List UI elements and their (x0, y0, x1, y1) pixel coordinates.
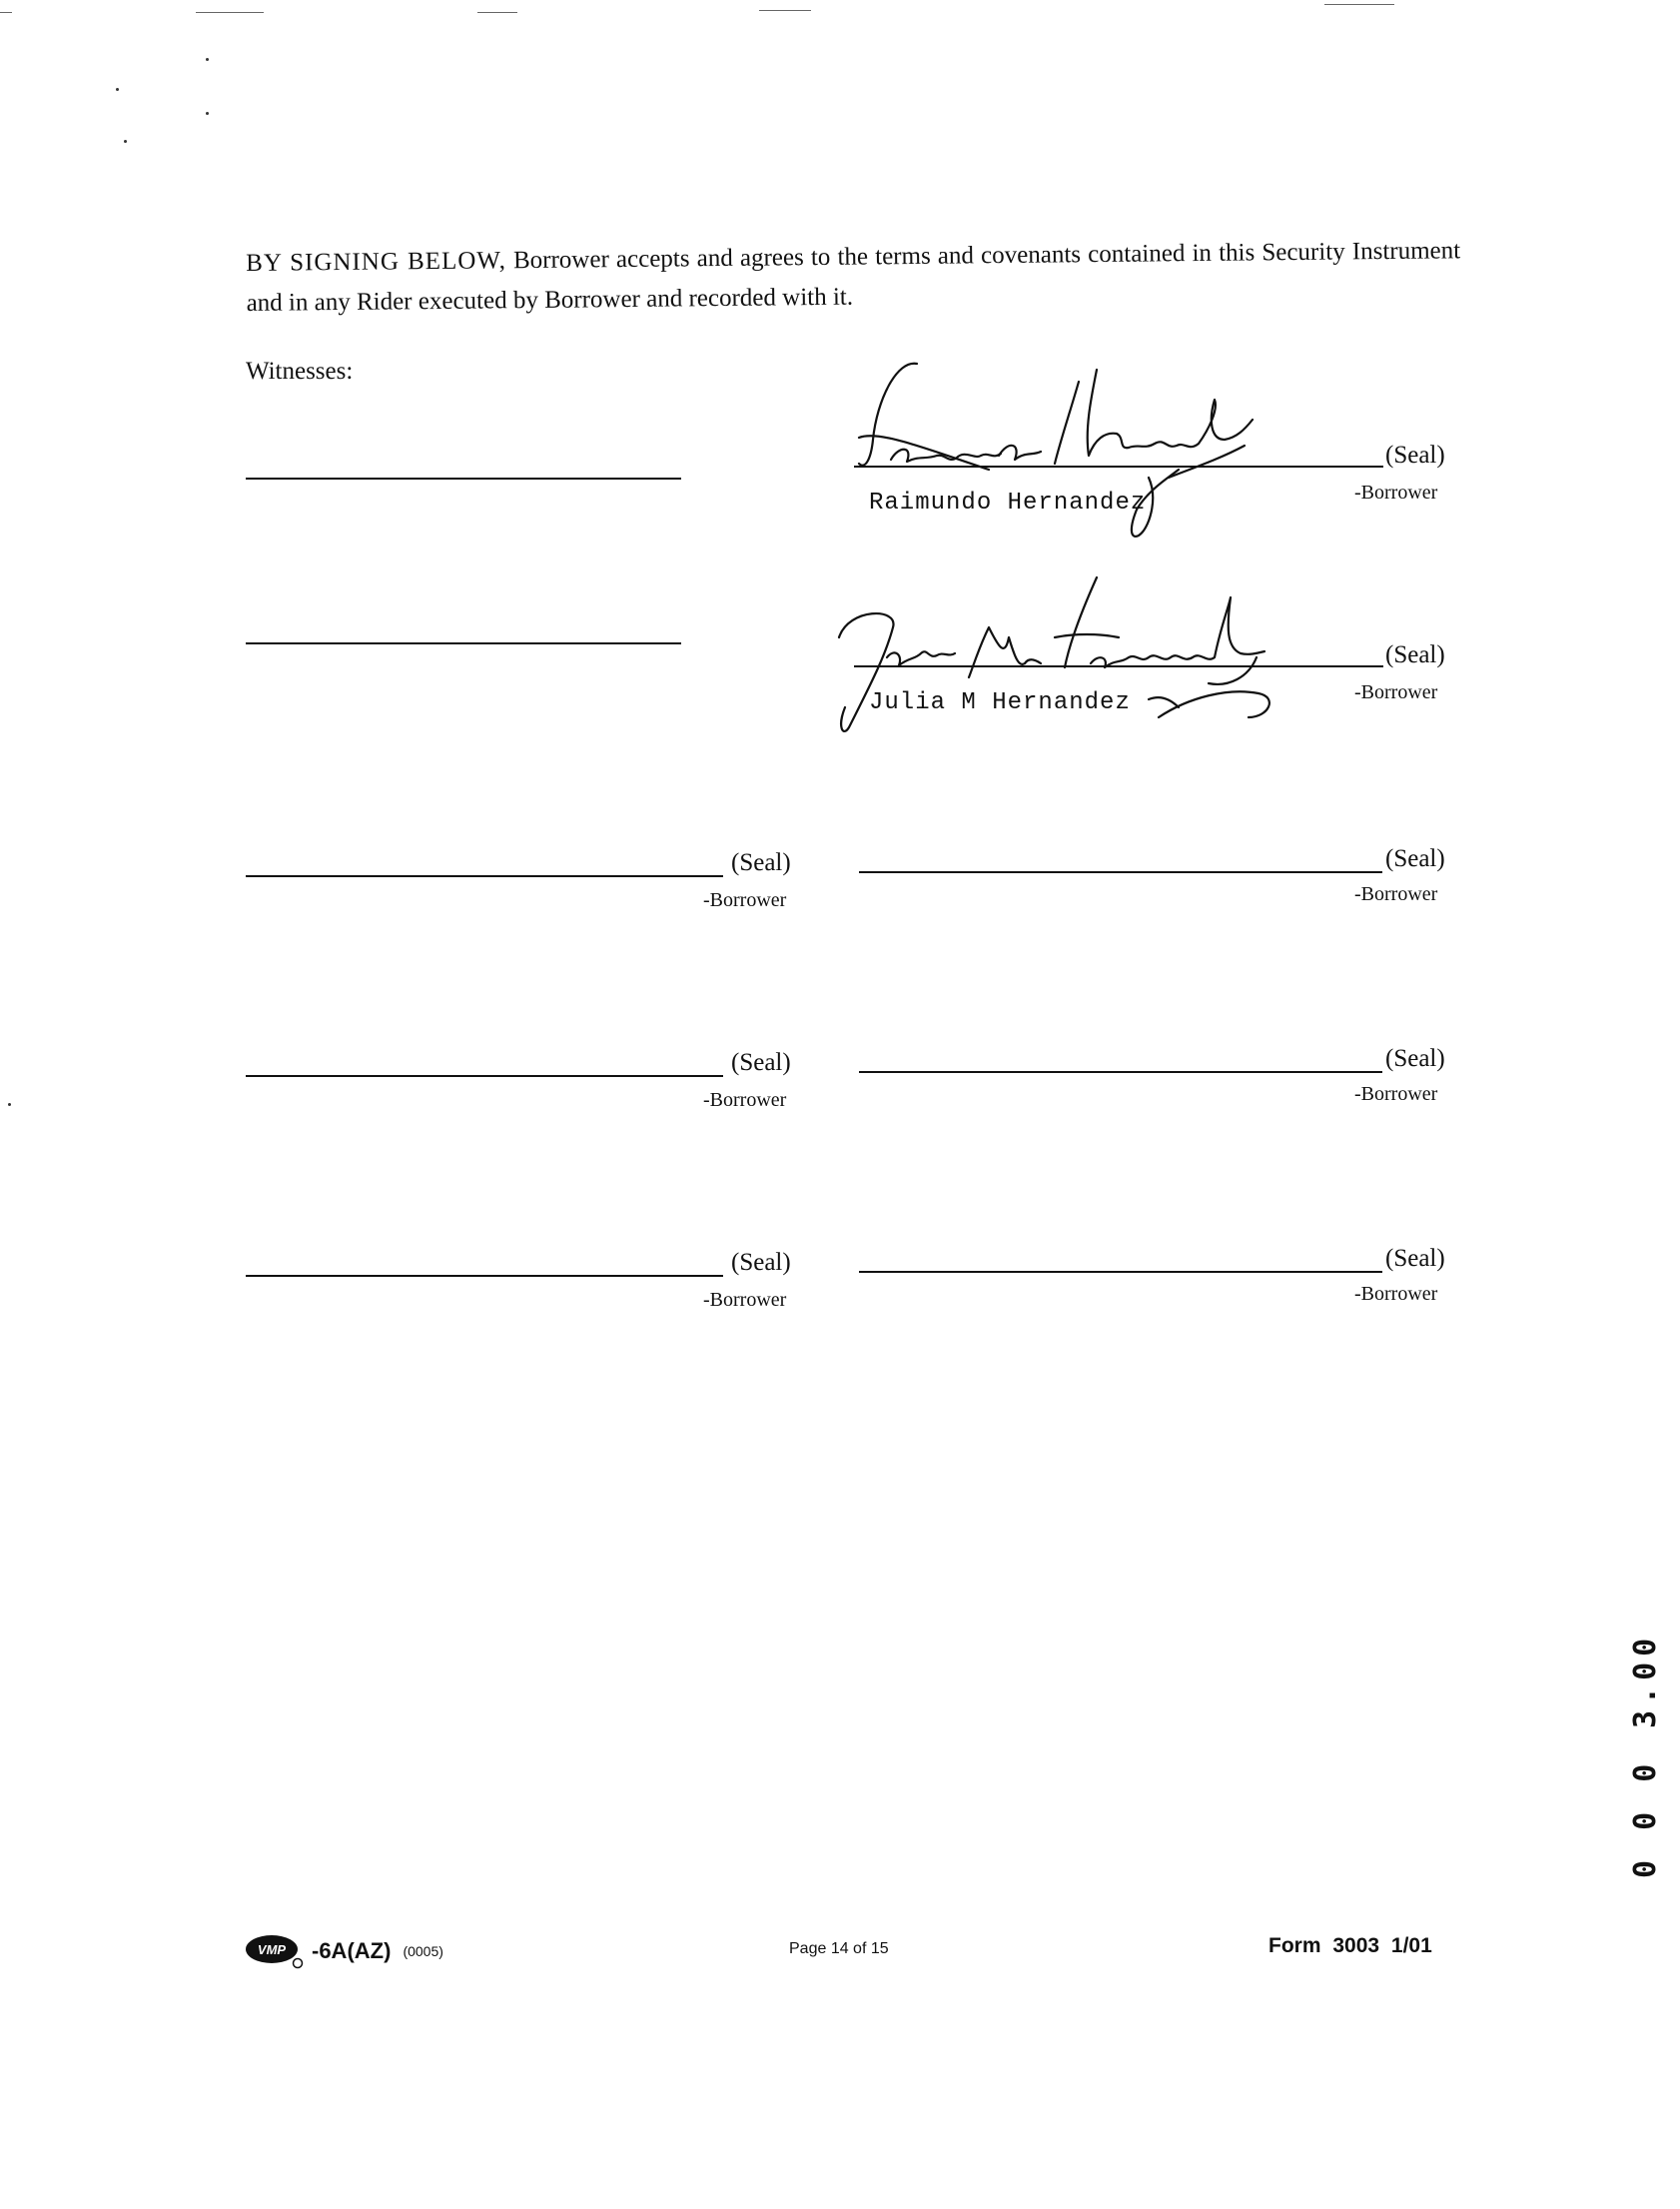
scan-mark (0, 12, 12, 13)
signature-line-5 (246, 1075, 723, 1077)
borrower-label-4: -Borrower (1354, 883, 1438, 905)
seal-label-4: (Seal) (1385, 845, 1445, 872)
seal-label-6: (Seal) (1385, 1045, 1445, 1072)
signature-line-6 (859, 1071, 1382, 1073)
scan-speck (8, 1103, 11, 1106)
scan-speck (124, 140, 127, 143)
borrower-label-2: -Borrower (1354, 681, 1438, 703)
margin-stamp-lower: 0 0 0 (1628, 1757, 1663, 1878)
seal-label-7: (Seal) (731, 1249, 791, 1276)
acceptance-lead: BY SIGNING BELOW, (246, 247, 507, 277)
scan-speck (206, 112, 209, 115)
typed-name-1: Raimundo Hernandez (869, 490, 1147, 517)
vmp-logo-text: VMP (257, 1942, 287, 1957)
signature-line-3 (246, 875, 723, 877)
handwritten-signature-raimundo (849, 360, 1328, 550)
seal-label-1: (Seal) (1385, 442, 1445, 469)
form-revision: (0005) (403, 1943, 443, 1959)
witnesses-label: Witnesses: (246, 358, 354, 385)
signature-line-4 (859, 871, 1382, 873)
scan-mark (477, 12, 517, 13)
borrower-label-8: -Borrower (1354, 1283, 1438, 1305)
scan-mark (196, 12, 264, 13)
witness-line-2 (246, 642, 681, 644)
borrower-label-1: -Borrower (1354, 482, 1438, 504)
seal-label-5: (Seal) (731, 1049, 791, 1076)
scan-speck (206, 58, 209, 61)
form-number: Form 3003 1/01 (1268, 1934, 1432, 1957)
acceptance-text: Borrower accepts and agrees to the terms and covenants contained in this Security Instrument and in any Rider executed by Borrower and recorded with it. (246, 237, 1461, 317)
borrower-label-7: -Borrower (703, 1289, 787, 1311)
seal-label-8: (Seal) (1385, 1245, 1445, 1272)
witness-line-1 (246, 478, 681, 480)
footer-form-id (244, 1933, 443, 1969)
signature-line-2 (854, 665, 1383, 667)
page-number: Page 14 of 15 (789, 1940, 889, 1957)
borrower-label-6: -Borrower (1354, 1083, 1438, 1105)
signature-line-7 (246, 1275, 723, 1277)
typed-name-2: Julia M Hernandez (869, 689, 1131, 716)
vmp-logo-icon (244, 1933, 308, 1969)
signature-line-1 (854, 466, 1383, 468)
scan-mark (1324, 4, 1394, 5)
margin-stamp-upper: 3.00 (1628, 1632, 1663, 1728)
seal-label-2: (Seal) (1385, 641, 1445, 668)
acceptance-paragraph (246, 231, 1461, 324)
scan-speck (116, 88, 119, 91)
seal-label-3: (Seal) (731, 849, 791, 876)
signature-line-8 (859, 1271, 1382, 1273)
borrower-label-5: -Borrower (703, 1089, 787, 1111)
borrower-label-3: -Borrower (703, 889, 787, 911)
form-code: -6A(AZ) (312, 1938, 392, 1963)
scan-mark (759, 10, 811, 11)
